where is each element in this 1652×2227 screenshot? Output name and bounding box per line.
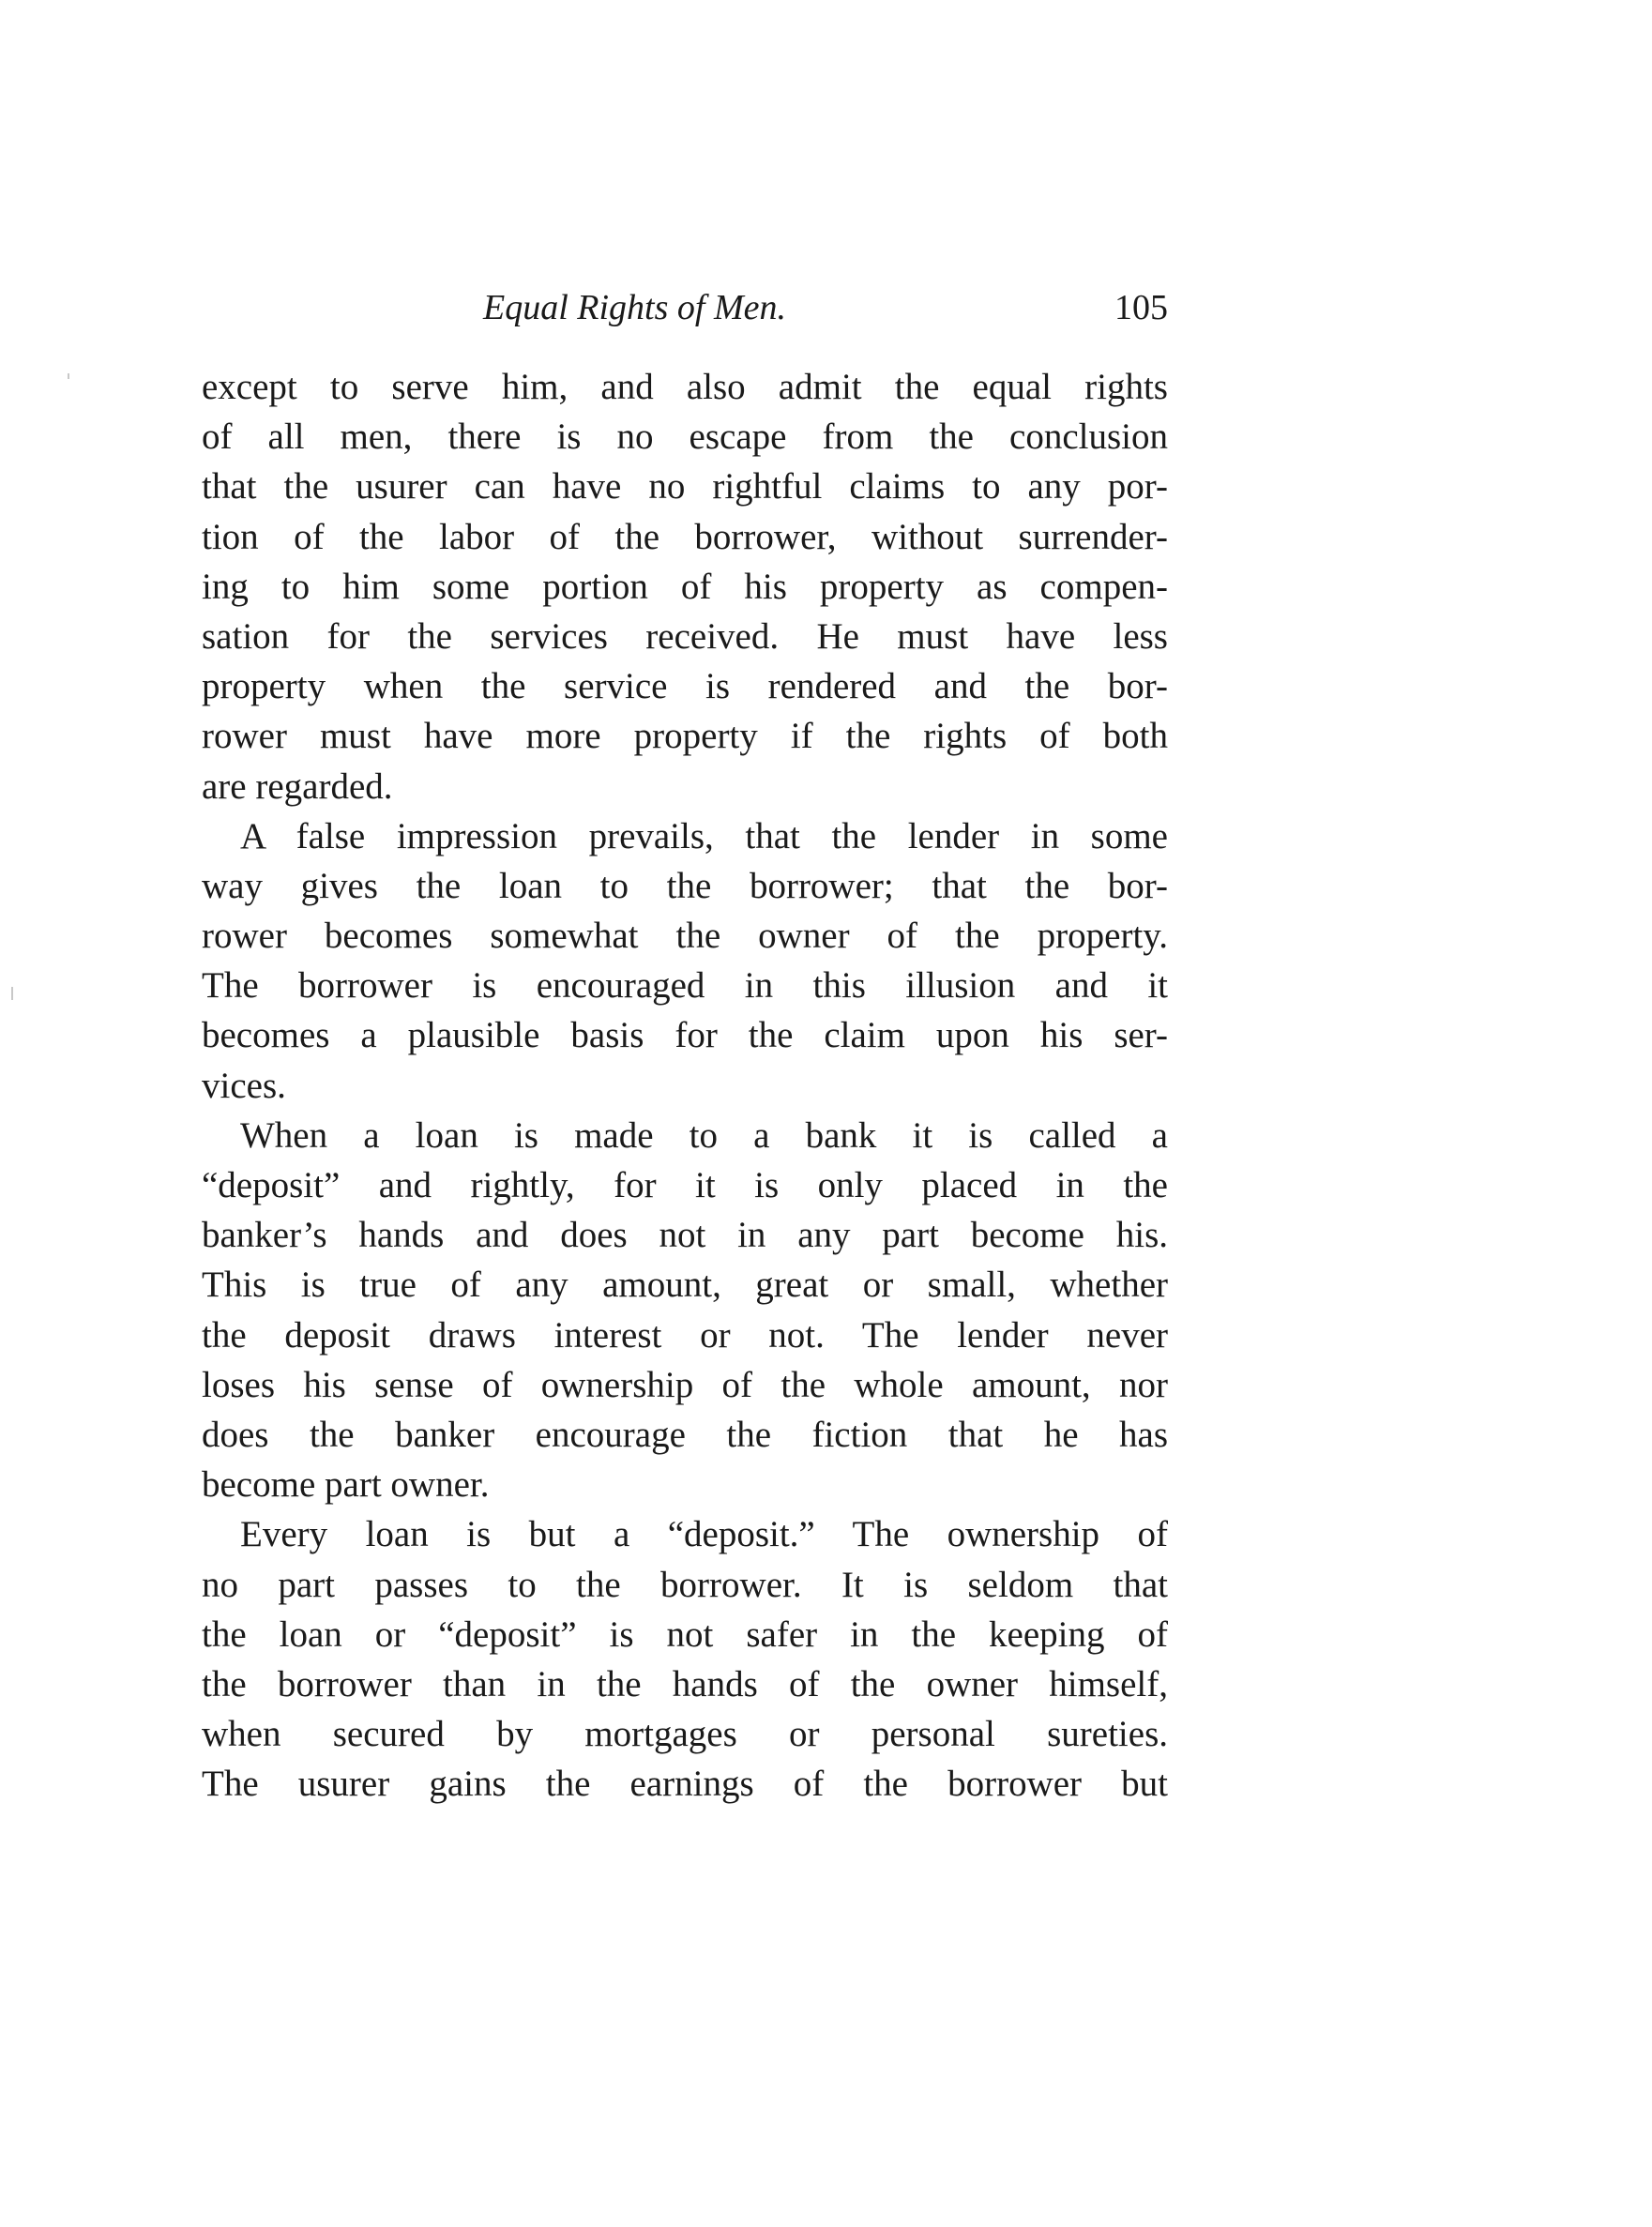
running-title: Equal Rights of Men. — [483, 288, 786, 327]
text-line: no part passes to the borrower. It is seldom that — [202, 1564, 1168, 1605]
text-line: way gives the loan to the borrower; that the bor- — [202, 865, 1168, 906]
margin-speck — [11, 987, 13, 1000]
page-number: 105 — [1114, 288, 1168, 327]
text-line: of all men, there is no escape from the conclusion — [202, 417, 1168, 458]
text-line: When a loan is made to a bank it is called a — [240, 1114, 1168, 1156]
text-line: except to serve him, and also admit the equal rights — [202, 367, 1168, 407]
text-line: rower must have more property if the rights of both — [202, 716, 1168, 757]
paragraph-1 — [202, 362, 1168, 811]
text-line: rower becomes somewhat the owner of the property. — [202, 916, 1168, 957]
text-line: are regarded. — [202, 765, 393, 807]
margin-speck — [68, 373, 69, 379]
paragraph-2 — [202, 811, 1168, 1111]
text-line: when secured by mortgages or personal sureties. — [202, 1714, 1168, 1755]
text-line: becomes a plausible basis for the claim upon his ser- — [202, 1015, 1168, 1056]
text-line: become part owner. — [202, 1464, 490, 1506]
text-line: The usurer gains the earnings of the borrower but — [202, 1764, 1168, 1805]
text-line: This is true of any amount, great or small, whether — [202, 1265, 1168, 1306]
text-line: that the usurer can have no rightful claims to any por- — [202, 466, 1168, 508]
paragraph-4 — [202, 1509, 1168, 1809]
text-line: the deposit draws interest or not. The lender never — [202, 1314, 1168, 1356]
text-line: Every loan is but a “deposit.” The ownership of — [240, 1514, 1168, 1555]
text-line: tion of the labor of the borrower, without surrender- — [202, 516, 1168, 557]
text-line: The borrower is encouraged in this illusion and it — [202, 965, 1168, 1007]
text-line: sation for the services received. He must have less — [202, 615, 1168, 657]
text-line: banker’s hands and does not in any part become his. — [202, 1215, 1168, 1256]
text-line: the borrower than in the hands of the owner himself, — [202, 1663, 1168, 1704]
text-line: property when the service is rendered and the bor- — [202, 666, 1168, 707]
text-line: “deposit” and rightly, for it is only placed in the — [202, 1165, 1168, 1205]
text-line: vices. — [202, 1065, 286, 1106]
text-line: loses his sense of ownership of the whole amount, nor — [202, 1364, 1168, 1405]
paragraph-3 — [202, 1111, 1168, 1510]
text-line: does the banker encourage the fiction that he has — [202, 1414, 1168, 1455]
text-line: ing to him some portion of his property as compen- — [202, 566, 1168, 607]
body-text — [202, 362, 1168, 1809]
text-line: A false impression prevails, that the lender in some — [240, 815, 1168, 856]
running-head — [202, 278, 1168, 338]
text-line: the loan or “deposit” is not safer in the keeping of — [202, 1613, 1168, 1655]
